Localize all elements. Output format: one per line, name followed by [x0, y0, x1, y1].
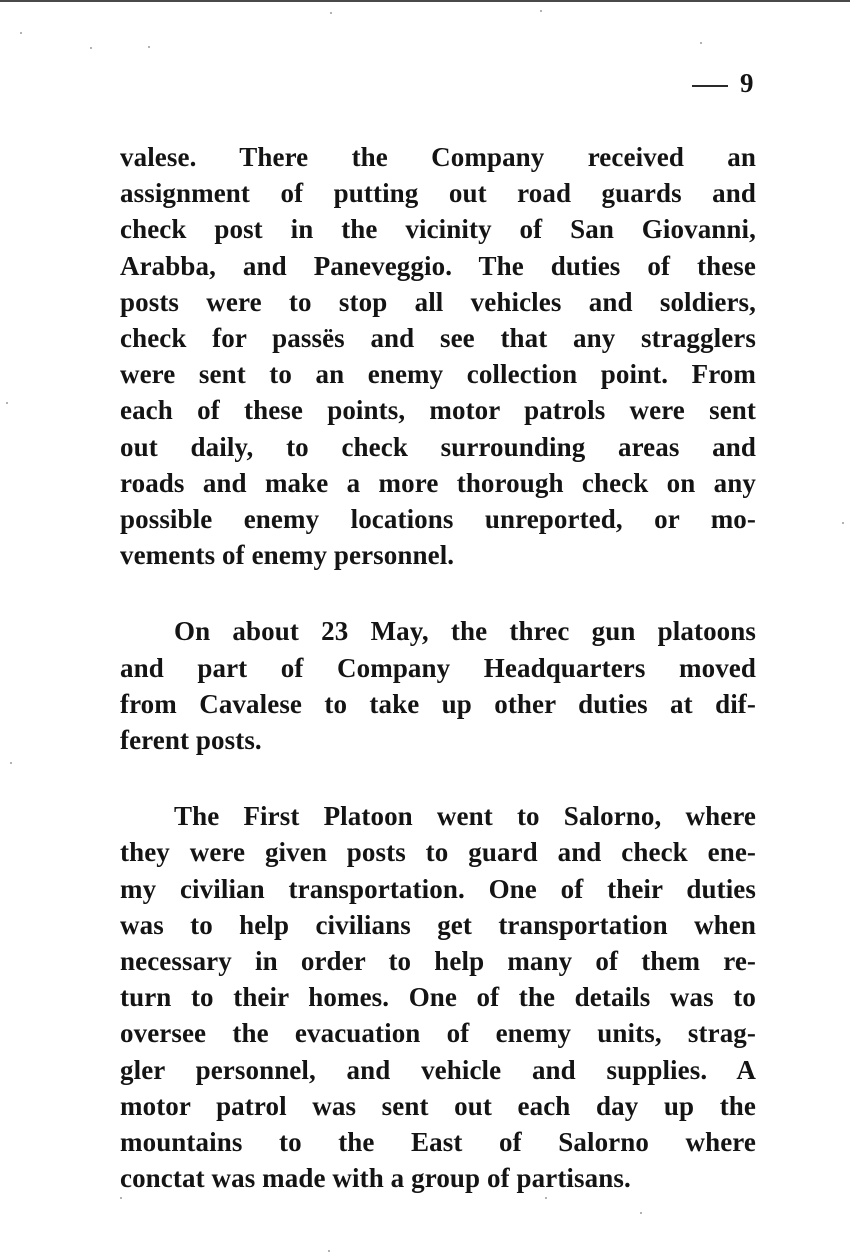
- text-line: ferent posts.: [120, 725, 262, 756]
- text-line: and part of Company Headquarters moved: [120, 652, 756, 683]
- text-line: turn to their homes. One of the details was to: [120, 982, 756, 1013]
- paragraph-1: [120, 139, 756, 573]
- text-line: vements of enemy personnel.: [120, 540, 455, 571]
- scan-speck: [6, 402, 8, 404]
- text-line: out daily, to check surrounding areas and: [120, 431, 756, 462]
- page-number-dash: [692, 85, 728, 87]
- scan-speck: [120, 1197, 122, 1199]
- scan-speck: [20, 32, 22, 34]
- scan-speck: [540, 10, 542, 12]
- text-line: possible enemy locations unreported, or mo-: [120, 504, 756, 535]
- paragraph-spacer: [120, 573, 756, 613]
- paragraph-2: [120, 613, 756, 758]
- text-line: The First Platoon went to Salorno, where: [174, 801, 756, 832]
- text-line: posts were to stop all vehicles and soldiers,: [120, 286, 756, 317]
- text-line: check for passës and see that any stragglers: [120, 323, 756, 354]
- scan-speck: [545, 1197, 547, 1199]
- scan-speck: [148, 46, 150, 48]
- page-number-value: 9: [740, 68, 754, 98]
- scan-speck: [842, 522, 844, 524]
- text-line: were sent to an enemy collection point. From: [120, 359, 756, 390]
- page-number: [692, 68, 754, 98]
- text-line: each of these points, motor patrols were sent: [120, 395, 756, 426]
- text-line: On about 23 May, the threc gun platoons: [174, 616, 756, 647]
- scan-speck: [330, 12, 332, 14]
- text-line: check post in the vicinity of San Giovanni,: [120, 214, 756, 245]
- text-line: necessary in order to help many of them re-: [120, 946, 756, 977]
- body-text: [120, 139, 756, 1196]
- text-line: motor patrol was sent out each day up the: [120, 1090, 756, 1121]
- paragraph-spacer: [120, 758, 756, 798]
- text-line: roads and make a more thorough check on any: [120, 467, 756, 498]
- text-line: my civilian transportation. One of their duties: [120, 873, 756, 904]
- text-line: was to help civilians get transportation when: [120, 909, 756, 940]
- scan-speck: [10, 762, 12, 764]
- scan-speck: [90, 47, 92, 49]
- scan-speck: [700, 42, 702, 44]
- text-line: assignment of putting out road guards and: [120, 178, 756, 209]
- paragraph-3: [120, 798, 756, 1196]
- text-line: oversee the evacuation of enemy units, strag-: [120, 1018, 756, 1049]
- text-line: from Cavalese to take up other duties at dif-: [120, 688, 756, 719]
- text-line: conctat was made with a group of partisans.: [120, 1163, 631, 1194]
- text-line: gler personnel, and vehicle and supplies. A: [120, 1054, 756, 1085]
- text-line: valese. There the Company received an: [120, 142, 756, 172]
- text-line: mountains to the East of Salorno where: [120, 1127, 756, 1158]
- text-line: they were given posts to guard and check ene-: [120, 837, 756, 868]
- scan-speck: [640, 1212, 642, 1214]
- text-line: Arabba, and Paneveggio. The duties of these: [120, 250, 756, 281]
